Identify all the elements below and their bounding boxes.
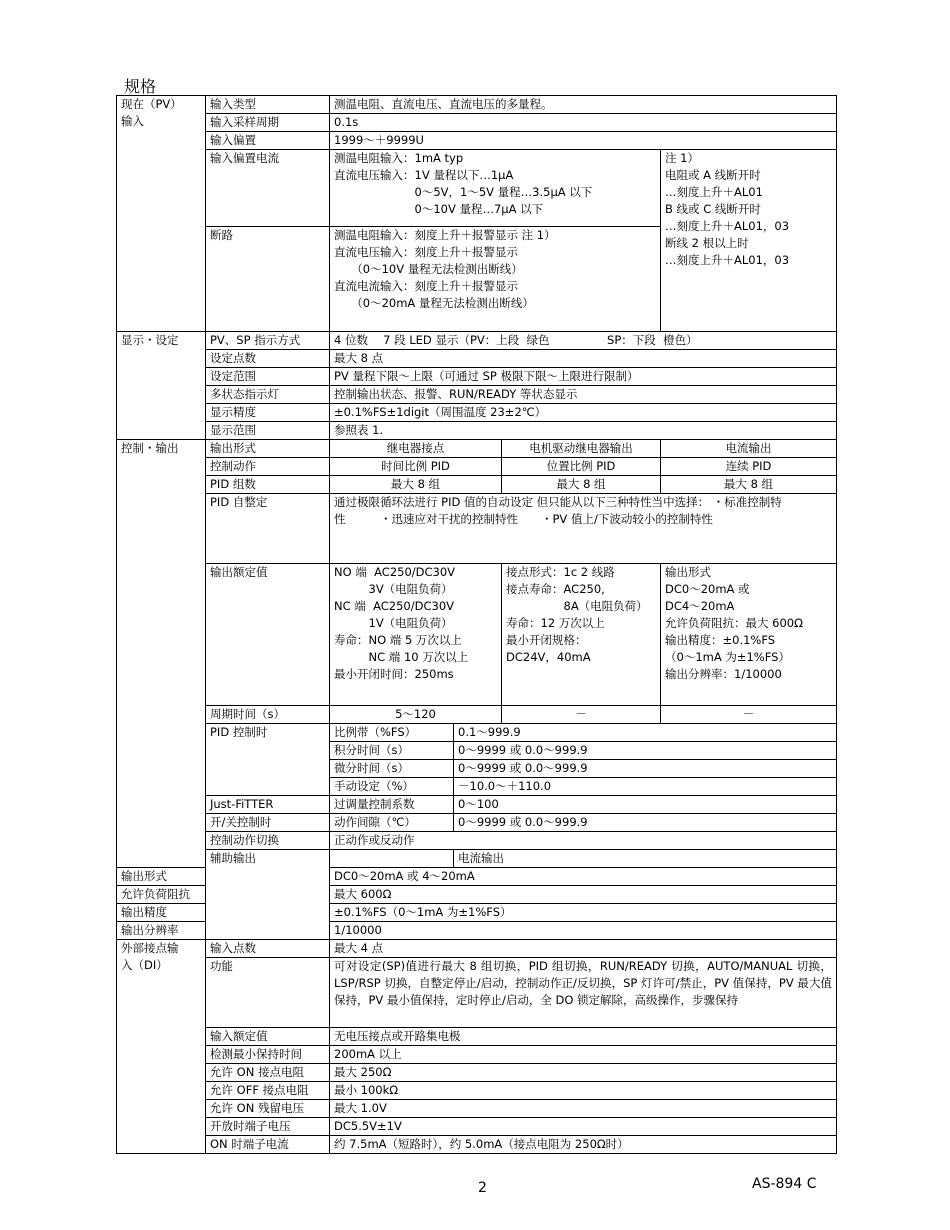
cell: 连续 PID <box>661 458 837 476</box>
row-label: 控制动作 <box>206 458 330 476</box>
row-label: 设定点数 <box>206 350 330 368</box>
row-label: 开/关控制时 <box>206 814 330 832</box>
row-value: 参照表 1. <box>330 422 837 440</box>
param-value: 0～9999 或 0.0～999.9 <box>454 760 837 778</box>
break-note: 注 1） 电阻或 A 线断开时 …刻度上升＋AL01 B 线或 C 线断开时 …刻度上升＋AL01，03 断线 2 根以上时 …刻度上升＋AL01，03 <box>661 150 837 332</box>
param-name: 微分时间（s） <box>330 760 454 778</box>
row-value: 控制输出状态、报警、RUN/READY 等状态显示 <box>330 386 837 404</box>
row-value: 测温电阻输入：刻度上升＋报警显示 注 1） 直流电压输入：刻度上升＋报警显示 （0～10V 量程无法检测出断线） 直流电流输入：刻度上升＋报警显示 （0～20mA 量程无法检测出断线） <box>330 227 661 332</box>
row-value: 最大 600Ω <box>330 886 837 904</box>
row-value: DC5.5V±1V <box>330 1118 837 1136</box>
cell: 最大 8 组 <box>661 476 837 494</box>
row-label: 输出精度 <box>117 904 206 922</box>
row-value: 最大 4 点 <box>330 940 837 958</box>
param-name: 积分时间（s） <box>330 742 454 760</box>
row-value: 4 位数 7 段 LED 显示（PV：上段 绿色 SP：下段 橙色） <box>330 332 837 350</box>
col-current: 电流输出 <box>661 440 837 458</box>
row-value: 200mA 以上 <box>330 1046 837 1064</box>
row-label: 检测最小保持时间 <box>206 1046 330 1064</box>
row-value: PV 量程下限～上限（可通过 SP 极限下限～上限进行限制） <box>330 368 837 386</box>
cell: 输出形式 DC0～20mA 或 DC4～20mA 允许负荷阻抗：最大 600Ω 输出精度：±0.1%FS （0～1mA 为±1%FS） 输出分辨率：1/10000 <box>661 564 837 706</box>
row-label: 多状态指示灯 <box>206 386 330 404</box>
row-label: 允许 ON 残留电压 <box>206 1100 330 1118</box>
cell: － <box>502 706 661 724</box>
row-label: PID 控制时 <box>206 724 330 796</box>
row-value: 通过极限循环法进行 PID 值的自动设定 但只能从以下三种特性当中选择： ・标准控制特性 ・迅速应对干扰的控制特性 ・PV 值上/下波动较小的控制特性 <box>330 494 837 564</box>
row-label: 功能 <box>206 958 330 1028</box>
page-title: 规格 <box>124 77 157 96</box>
row-label: 输出额定值 <box>206 564 330 706</box>
row-value: 电流输出 <box>454 850 837 868</box>
group-control-output: 控制・输出 <box>117 440 206 868</box>
col-motor: 电机驱动继电器输出 <box>502 440 661 458</box>
row-label: 周期时间（s） <box>206 706 330 724</box>
row-label: 输出形式 <box>117 868 206 886</box>
param-value: 0.1～999.9 <box>454 724 837 742</box>
row-label: PID 组数 <box>206 476 330 494</box>
row-value: 最大 8 点 <box>330 350 837 368</box>
row-label: 允许负荷阻抗 <box>117 886 206 904</box>
group-pv-input: 现在（PV） 输入 <box>117 96 206 332</box>
row-label: 允许 OFF 接点电阻 <box>206 1082 330 1100</box>
row-label: 输入额定值 <box>206 1028 330 1046</box>
col-relay: 继电器接点 <box>330 440 502 458</box>
row-label: 输入偏置 <box>206 132 330 150</box>
row-value: 正动作或反动作 <box>330 832 837 850</box>
row-value: 最小 100kΩ <box>330 1082 837 1100</box>
group-aux-output: 辅助输出 <box>206 850 330 940</box>
cell: 时间比例 PID <box>330 458 502 476</box>
row-value: 测温电阻输入：1mA typ 直流电压输入：1V 量程以下…1μA 0～5V，1～5V 量程…3.5μA 以下 0～10V 量程…7μA 以下 <box>330 150 661 227</box>
row-value: ±0.1%FS（0～1mA 为±1%FS） <box>330 904 837 922</box>
row-label: 输入采样周期 <box>206 114 330 132</box>
document-code: AS-894 C <box>752 1176 817 1192</box>
row-label: 开放时端子电压 <box>206 1118 330 1136</box>
row-value: DC0～20mA 或 4～20mA <box>330 868 837 886</box>
page-number: 2 <box>478 1180 487 1196</box>
row-value: 可对设定(SP)值进行最大 8 组切换，PID 组切换，RUN/READY 切换，AUTO/MANUAL 切换，LSP/RSP 切换，自整定停止/启动，控制动作正/反切换，SP 灯许可/禁止，PV 值保持，PV 最大值保持，PV 最小值保持，定时停止/启动，全 DO 锁定解除，高级操作，步骤保持 <box>330 958 837 1028</box>
param-name: 比例带（%FS） <box>330 724 454 742</box>
cell: 最大 8 组 <box>502 476 661 494</box>
row-value: 最大 1.0V <box>330 1100 837 1118</box>
row-value: 0.1s <box>330 114 837 132</box>
group-display: 显示・设定 <box>117 332 206 440</box>
row-label: 设定范围 <box>206 368 330 386</box>
param-name: 动作间隙（℃） <box>330 814 454 832</box>
row-value: ±0.1%FS±1digit（周围温度 23±2℃） <box>330 404 837 422</box>
group-external-di: 外部接点输 入（DI） <box>117 940 206 1154</box>
param-value: －10.0～＋110.0 <box>454 778 837 796</box>
row-label: 输入点数 <box>206 940 330 958</box>
row-value: 1999～＋9999U <box>330 132 837 150</box>
cell: 位置比例 PID <box>502 458 661 476</box>
row-label: 输出形式 <box>206 440 330 458</box>
row-label: 输入偏置电流 <box>206 150 330 227</box>
param-name: 过调量控制系数 <box>330 796 454 814</box>
spec-table <box>116 95 837 1154</box>
cell: 5～120 <box>330 706 502 724</box>
param-value: 0～9999 或 0.0～999.9 <box>454 742 837 760</box>
param-name: 手动设定（%） <box>330 778 454 796</box>
cell: 接点形式：1c 2 线路 接点寿命：AC250, 8A（电阻负荷） 寿命：12 万次以上 最小开闭规格： DC24V，40mA <box>502 564 661 706</box>
row-value: 约 7.5mA（短路时），约 5.0mA（接点电阻为 250Ω时） <box>330 1136 837 1154</box>
row-value: 1/10000 <box>330 922 837 940</box>
param-value: 0～100 <box>454 796 837 814</box>
row-label: 允许 ON 接点电阻 <box>206 1064 330 1082</box>
cell: NO 端 AC250/DC30V 3V（电阻负荷） NC 端 AC250/DC30V 1V（电阻负荷） 寿命：NO 端 5 万次以上 NC 端 10 万次以上 最小开闭时间：250ms <box>330 564 502 706</box>
row-value: 最大 250Ω <box>330 1064 837 1082</box>
param-value: 0～9999 或 0.0～999.9 <box>454 814 837 832</box>
row-label: Just-FiTTER <box>206 796 330 814</box>
row-label: 显示范围 <box>206 422 330 440</box>
row-label: 显示精度 <box>206 404 330 422</box>
cell: － <box>661 706 837 724</box>
row-label: PV、SP 指示方式 <box>206 332 330 350</box>
row-label: 输出分辨率 <box>117 922 206 940</box>
row-value: 测温电阻、直流电压、直流电压的多量程。 <box>330 96 837 114</box>
row-value: 无电压接点或开路集电极 <box>330 1028 837 1046</box>
row-label: PID 自整定 <box>206 494 330 564</box>
row-label <box>330 850 454 868</box>
row-label: 断路 <box>206 227 330 332</box>
row-label: ON 时端子电流 <box>206 1136 330 1154</box>
row-label: 输入类型 <box>206 96 330 114</box>
cell: 最大 8 组 <box>330 476 502 494</box>
row-label: 控制动作切换 <box>206 832 330 850</box>
